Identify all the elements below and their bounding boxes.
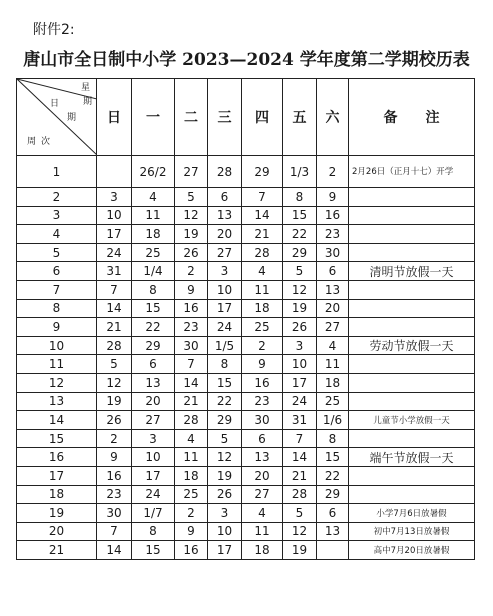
date-cell: 15: [208, 373, 242, 392]
date-cell: 20: [132, 392, 175, 411]
header-row: [17, 79, 475, 156]
date-cell: 10: [283, 355, 317, 374]
date-cell: 22: [132, 318, 175, 337]
school-calendar-table: [16, 78, 475, 560]
date-cell: 24: [208, 318, 242, 337]
date-cell: 13: [317, 280, 349, 299]
date-cell: 7: [175, 355, 208, 374]
date-cell: 28: [242, 243, 283, 262]
note-cell: 端午节放假一天: [349, 448, 475, 467]
date-cell: 3: [132, 429, 175, 448]
date-cell: 10: [132, 448, 175, 467]
date-cell: 5: [208, 429, 242, 448]
date-cell: 18: [175, 466, 208, 485]
date-cell: 30: [317, 243, 349, 262]
date-cell: 9: [175, 280, 208, 299]
table-row: [17, 429, 475, 448]
date-cell: 1/6: [317, 411, 349, 430]
note-cell: [349, 243, 475, 262]
date-cell: 9: [242, 355, 283, 374]
date-cell: 29: [132, 336, 175, 355]
table-row: [17, 280, 475, 299]
week-number-cell: 15: [17, 429, 97, 448]
date-cell: 26: [208, 485, 242, 504]
date-cell: 17: [132, 466, 175, 485]
table-row: [17, 522, 475, 541]
date-cell: 24: [132, 485, 175, 504]
date-cell: 2: [317, 156, 349, 188]
date-cell: 18: [317, 373, 349, 392]
date-cell: 8: [132, 522, 175, 541]
corner-week: 周: [27, 137, 37, 147]
date-cell: 25: [132, 243, 175, 262]
table-row: [17, 411, 475, 430]
date-cell: 16: [175, 299, 208, 318]
date-cell: 23: [97, 485, 132, 504]
note-cell: [349, 188, 475, 207]
date-cell: 3: [208, 504, 242, 523]
header-monday: 一: [132, 79, 175, 156]
date-cell: 26/2: [132, 156, 175, 188]
week-number-cell: 8: [17, 299, 97, 318]
week-number-cell: 16: [17, 448, 97, 467]
date-cell: 7: [97, 280, 132, 299]
date-cell: 29: [242, 156, 283, 188]
date-cell: 11: [317, 355, 349, 374]
week-number-cell: 7: [17, 280, 97, 299]
date-cell: 26: [175, 243, 208, 262]
date-cell: 19: [283, 541, 317, 560]
date-cell: 30: [175, 336, 208, 355]
table-row: [17, 466, 475, 485]
date-cell: 5: [97, 355, 132, 374]
week-number-cell: 21: [17, 541, 97, 560]
date-cell: 27: [175, 156, 208, 188]
table-row: [17, 504, 475, 523]
corner-term: 期: [67, 113, 77, 123]
date-cell: 6: [317, 504, 349, 523]
week-number-cell: 19: [17, 504, 97, 523]
date-cell: 22: [317, 466, 349, 485]
corner-header-cell: [17, 79, 97, 156]
date-cell: 25: [242, 318, 283, 337]
date-cell: [317, 541, 349, 560]
date-cell: 19: [175, 225, 208, 244]
date-cell: 24: [97, 243, 132, 262]
date-cell: 9: [97, 448, 132, 467]
date-cell: 16: [317, 206, 349, 225]
date-cell: 10: [208, 522, 242, 541]
note-cell: 2月26日（正月十七）开学: [349, 156, 475, 188]
date-cell: 30: [242, 411, 283, 430]
date-cell: 1/3: [283, 156, 317, 188]
note-cell: [349, 318, 475, 337]
date-cell: 29: [283, 243, 317, 262]
week-number-cell: 11: [17, 355, 97, 374]
week-number-cell: 3: [17, 206, 97, 225]
date-cell: 3: [208, 262, 242, 281]
date-cell: 2: [175, 504, 208, 523]
date-cell: 7: [283, 429, 317, 448]
date-cell: 17: [283, 373, 317, 392]
note-cell: [349, 355, 475, 374]
date-cell: 14: [97, 299, 132, 318]
date-cell: 15: [132, 541, 175, 560]
table-row: [17, 188, 475, 207]
note-cell: [349, 373, 475, 392]
date-cell: 12: [97, 373, 132, 392]
date-cell: 12: [175, 206, 208, 225]
date-cell: 28: [175, 411, 208, 430]
date-cell: 19: [283, 299, 317, 318]
table-row: [17, 392, 475, 411]
date-cell: 2: [97, 429, 132, 448]
date-cell: 1/5: [208, 336, 242, 355]
table-row: [17, 299, 475, 318]
note-cell: 儿童节小学放假一天: [349, 411, 475, 430]
date-cell: 4: [242, 504, 283, 523]
date-cell: 9: [317, 188, 349, 207]
date-cell: 21: [283, 466, 317, 485]
date-cell: 29: [208, 411, 242, 430]
week-number-cell: 4: [17, 225, 97, 244]
date-cell: 27: [317, 318, 349, 337]
date-cell: 28: [208, 156, 242, 188]
week-number-cell: 14: [17, 411, 97, 430]
date-cell: 15: [283, 206, 317, 225]
date-cell: 18: [242, 541, 283, 560]
date-cell: 13: [242, 448, 283, 467]
date-cell: 16: [242, 373, 283, 392]
date-cell: 15: [317, 448, 349, 467]
date-cell: 28: [283, 485, 317, 504]
date-cell: 22: [283, 225, 317, 244]
date-cell: 21: [97, 318, 132, 337]
date-cell: 24: [283, 392, 317, 411]
date-cell: 17: [208, 299, 242, 318]
header-wednesday: 三: [208, 79, 242, 156]
note-cell: 高中7月20日放暑假: [349, 541, 475, 560]
note-cell: [349, 280, 475, 299]
date-cell: 3: [283, 336, 317, 355]
date-cell: 6: [317, 262, 349, 281]
header-tuesday: 二: [175, 79, 208, 156]
date-cell: 4: [242, 262, 283, 281]
date-cell: 22: [208, 392, 242, 411]
header-saturday: 六: [317, 79, 349, 156]
week-number-cell: 10: [17, 336, 97, 355]
corner-day: 日: [50, 99, 60, 109]
note-cell: [349, 429, 475, 448]
table-row: [17, 262, 475, 281]
table-row: [17, 318, 475, 337]
date-cell: 7: [97, 522, 132, 541]
date-cell: 25: [317, 392, 349, 411]
table-row: [17, 206, 475, 225]
date-cell: 27: [208, 243, 242, 262]
date-cell: 3: [97, 188, 132, 207]
date-cell: 5: [283, 504, 317, 523]
date-cell: 25: [175, 485, 208, 504]
header-notes: 备 注: [349, 79, 475, 156]
table-row: [17, 336, 475, 355]
date-cell: 28: [97, 336, 132, 355]
date-cell: [97, 156, 132, 188]
date-cell: 27: [132, 411, 175, 430]
date-cell: 1/4: [132, 262, 175, 281]
date-cell: 11: [242, 280, 283, 299]
note-cell: 劳动节放假一天: [349, 336, 475, 355]
note-cell: 小学7月6日放暑假: [349, 504, 475, 523]
date-cell: 18: [132, 225, 175, 244]
date-cell: 10: [208, 280, 242, 299]
date-cell: 17: [97, 225, 132, 244]
week-number-cell: 20: [17, 522, 97, 541]
date-cell: 30: [97, 504, 132, 523]
date-cell: 20: [242, 466, 283, 485]
corner-ci: 次: [41, 137, 51, 147]
date-cell: 23: [242, 392, 283, 411]
note-cell: [349, 392, 475, 411]
table-row: [17, 243, 475, 262]
date-cell: 29: [317, 485, 349, 504]
corner-star: 星: [81, 83, 91, 93]
date-cell: 23: [317, 225, 349, 244]
date-cell: 6: [132, 355, 175, 374]
note-cell: [349, 299, 475, 318]
date-cell: 14: [97, 541, 132, 560]
note-cell: 清明节放假一天: [349, 262, 475, 281]
date-cell: 26: [283, 318, 317, 337]
date-cell: 5: [283, 262, 317, 281]
date-cell: 4: [317, 336, 349, 355]
date-cell: 11: [175, 448, 208, 467]
table-row: [17, 355, 475, 374]
table-row: [17, 225, 475, 244]
header-thursday: 四: [242, 79, 283, 156]
week-number-cell: 18: [17, 485, 97, 504]
table-row: [17, 373, 475, 392]
date-cell: 11: [242, 522, 283, 541]
date-cell: 21: [175, 392, 208, 411]
date-cell: 6: [208, 188, 242, 207]
date-cell: 27: [242, 485, 283, 504]
date-cell: 18: [242, 299, 283, 318]
date-cell: 4: [132, 188, 175, 207]
date-cell: 23: [175, 318, 208, 337]
week-number-cell: 12: [17, 373, 97, 392]
week-number-cell: 13: [17, 392, 97, 411]
note-cell: [349, 225, 475, 244]
date-cell: 10: [97, 206, 132, 225]
date-cell: 31: [97, 262, 132, 281]
date-cell: 1/7: [132, 504, 175, 523]
week-number-cell: 5: [17, 243, 97, 262]
date-cell: 7: [242, 188, 283, 207]
header-friday: 五: [283, 79, 317, 156]
header-sunday: 日: [97, 79, 132, 156]
date-cell: 21: [242, 225, 283, 244]
date-cell: 16: [175, 541, 208, 560]
corner-period: 期: [83, 97, 93, 107]
date-cell: 8: [283, 188, 317, 207]
date-cell: 6: [242, 429, 283, 448]
date-cell: 8: [132, 280, 175, 299]
note-cell: [349, 485, 475, 504]
note-cell: [349, 466, 475, 485]
date-cell: 17: [208, 541, 242, 560]
date-cell: 13: [208, 206, 242, 225]
table-row: [17, 541, 475, 560]
date-cell: 20: [208, 225, 242, 244]
date-cell: 19: [97, 392, 132, 411]
date-cell: 16: [97, 466, 132, 485]
date-cell: 12: [283, 280, 317, 299]
date-cell: 9: [175, 522, 208, 541]
attachment-label: 附件2:: [33, 22, 75, 38]
table-row: [17, 448, 475, 467]
date-cell: 8: [208, 355, 242, 374]
date-cell: 11: [132, 206, 175, 225]
date-cell: 8: [317, 429, 349, 448]
week-number-cell: 2: [17, 188, 97, 207]
date-cell: 5: [175, 188, 208, 207]
week-number-cell: 9: [17, 318, 97, 337]
date-cell: 19: [208, 466, 242, 485]
week-number-cell: 1: [17, 156, 97, 188]
date-cell: 14: [175, 373, 208, 392]
date-cell: 14: [283, 448, 317, 467]
date-cell: 2: [175, 262, 208, 281]
date-cell: 20: [317, 299, 349, 318]
page-title: 唐山市全日制中小学 2023—2024 学年度第二学期校历表: [23, 50, 470, 70]
week-number-cell: 6: [17, 262, 97, 281]
week-number-cell: 17: [17, 466, 97, 485]
date-cell: 4: [175, 429, 208, 448]
date-cell: 12: [283, 522, 317, 541]
date-cell: 15: [132, 299, 175, 318]
date-cell: 13: [317, 522, 349, 541]
table-row: [17, 485, 475, 504]
date-cell: 31: [283, 411, 317, 430]
date-cell: 12: [208, 448, 242, 467]
date-cell: 2: [242, 336, 283, 355]
date-cell: 26: [97, 411, 132, 430]
date-cell: 14: [242, 206, 283, 225]
note-cell: [349, 206, 475, 225]
date-cell: 13: [132, 373, 175, 392]
table-row: [17, 156, 475, 188]
note-cell: 初中7月13日放暑假: [349, 522, 475, 541]
